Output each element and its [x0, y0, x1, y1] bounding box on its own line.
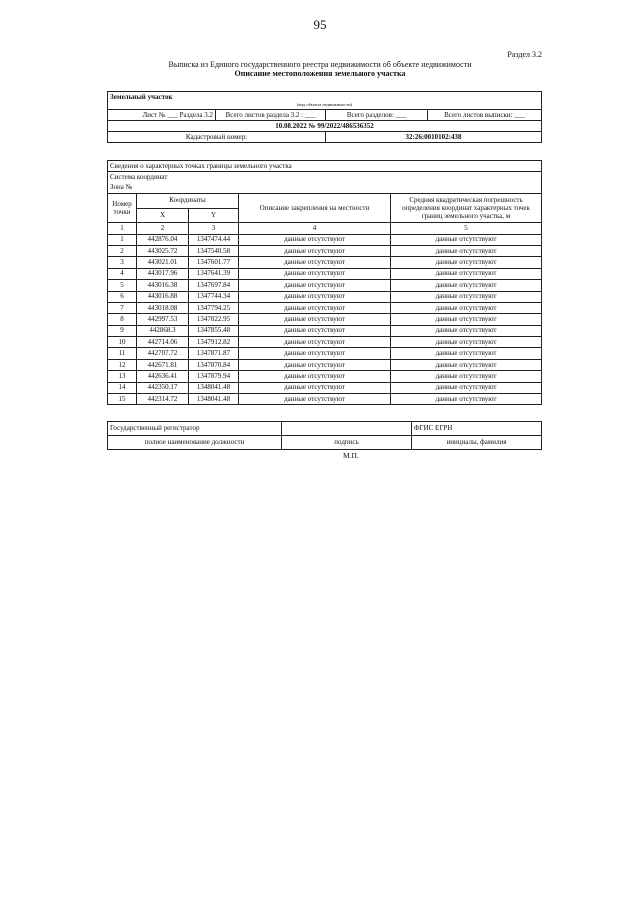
cell-n: 14 — [108, 382, 137, 393]
document-title: Выписка из Единого государственного реестра недвижимости об объекте недвижимости — [168, 60, 472, 69]
cell-x: 443016.38 — [137, 280, 189, 291]
table-row — [108, 348, 542, 359]
total-sheets-section: Всего листов раздела 3.2 : ___ — [216, 110, 326, 121]
cell-e: данные отсутствуют — [391, 257, 542, 268]
cell-n: 13 — [108, 371, 137, 382]
registrar-organization: ФГИС ЕГРН — [412, 422, 542, 436]
cell-e: данные отсутствуют — [391, 302, 542, 313]
cell-n: 4 — [108, 268, 137, 279]
cell-e: данные отсутствуют — [391, 325, 542, 336]
cell-n: 1 — [108, 234, 137, 245]
stamp-place: М.П. — [343, 451, 359, 460]
col-header-num: Номер точки — [108, 194, 137, 223]
cell-x: 442997.53 — [137, 314, 189, 325]
cell-e: данные отсутствуют — [391, 337, 542, 348]
table-row — [108, 257, 542, 268]
table-row — [108, 245, 542, 256]
cell-e: данные отсутствуют — [391, 394, 542, 405]
cell-x: 442868.3 — [137, 325, 189, 336]
table-row — [108, 337, 542, 348]
cell-y: 1347822.95 — [189, 314, 239, 325]
cell-d: данные отсутствуют — [239, 268, 391, 279]
signature-field — [282, 422, 412, 436]
cell-y: 1348041.48 — [189, 382, 239, 393]
cell-n: 9 — [108, 325, 137, 336]
object-type: Земельный участок — [108, 92, 542, 103]
cell-y: 1347794.25 — [189, 302, 239, 313]
cell-d: данные отсутствуют — [239, 245, 391, 256]
cell-x: 443021.01 — [137, 257, 189, 268]
cell-d: данные отсутствуют — [239, 291, 391, 302]
table-row — [108, 302, 542, 313]
cell-x: 442707.72 — [137, 348, 189, 359]
cell-y: 1347912.82 — [189, 337, 239, 348]
document-subtitle: Описание местоположения земельного участка — [234, 69, 406, 78]
cell-n: 8 — [108, 314, 137, 325]
table-row — [108, 371, 542, 382]
cell-d: данные отсутствуют — [239, 371, 391, 382]
cell-y: 1348041.48 — [189, 394, 239, 405]
cell-d: данные отсутствуют — [239, 257, 391, 268]
table-row — [108, 314, 542, 325]
cell-x: 443018.08 — [137, 302, 189, 313]
col-header-error: Средняя квадратическая погрешность определения координат характерных точек границ земельного участка, м — [391, 194, 542, 223]
cell-e: данные отсутствуют — [391, 234, 542, 245]
cell-x: 442350.17 — [137, 382, 189, 393]
points-title: Сведения о характерных точках границы земельного участка — [108, 161, 542, 172]
boundary-points-table — [107, 160, 542, 405]
cell-n: 3 — [108, 257, 137, 268]
table-row — [108, 359, 542, 370]
cell-y: 1347474.44 — [189, 234, 239, 245]
cell-y: 1347870.84 — [189, 359, 239, 370]
table-row — [108, 268, 542, 279]
cell-n: 7 — [108, 302, 137, 313]
table-row — [108, 394, 542, 405]
col-number: 4 — [239, 223, 391, 234]
cell-n: 2 — [108, 245, 137, 256]
cell-n: 5 — [108, 280, 137, 291]
cell-x: 443016.88 — [137, 291, 189, 302]
object-type-caption: (вид объекта недвижимости) — [108, 102, 542, 110]
signature-caption: подпись — [282, 436, 412, 450]
table-row — [108, 325, 542, 336]
cell-y: 1347855.48 — [189, 325, 239, 336]
cell-e: данные отсутствуют — [391, 359, 542, 370]
cell-x: 442314.72 — [137, 394, 189, 405]
initials-caption: инициалы, фамилия — [412, 436, 542, 450]
table-row — [108, 234, 542, 245]
cell-e: данные отсутствуют — [391, 348, 542, 359]
cell-n: 10 — [108, 337, 137, 348]
cell-d: данные отсутствуют — [239, 359, 391, 370]
cell-y: 1347744.34 — [189, 291, 239, 302]
cadastral-label: Кадастровый номер: — [108, 132, 326, 143]
zone: Зона № — [108, 183, 542, 194]
col-header-x: X — [137, 208, 189, 223]
cell-d: данные отсутствуют — [239, 325, 391, 336]
cell-e: данные отсутствуют — [391, 268, 542, 279]
col-header-coords: Координаты — [137, 194, 239, 209]
cell-d: данные отсутствуют — [239, 337, 391, 348]
date-number: 10.08.2022 № 99/2022/486536352 — [108, 121, 542, 132]
coord-system: Система координат — [108, 172, 542, 183]
registrar-position: Государственный регистратор — [108, 422, 282, 436]
cell-n: 6 — [108, 291, 137, 302]
table-row — [108, 280, 542, 291]
col-number: 1 — [108, 223, 137, 234]
cell-d: данные отсутствуют — [239, 348, 391, 359]
cell-x: 442714.06 — [137, 337, 189, 348]
cell-n: 12 — [108, 359, 137, 370]
cell-y: 1347879.94 — [189, 371, 239, 382]
cell-n: 11 — [108, 348, 137, 359]
cell-d: данные отсутствуют — [239, 234, 391, 245]
cell-d: данные отсутствуют — [239, 280, 391, 291]
cell-e: данные отсутствуют — [391, 382, 542, 393]
section-label: Раздел 3.2 — [507, 50, 542, 59]
cell-d: данные отсутствуют — [239, 302, 391, 313]
sheet-number-label: Лист № ___ — [142, 110, 178, 119]
cell-x: 442636.41 — [137, 371, 189, 382]
col-header-y: Y — [189, 208, 239, 223]
cell-x: 442876.04 — [137, 234, 189, 245]
position-caption: полное наименование должности — [108, 436, 282, 450]
cell-y: 1347871.87 — [189, 348, 239, 359]
table-row — [108, 291, 542, 302]
cadastral-number: 32:26:0010102:438 — [326, 132, 542, 143]
cell-d: данные отсутствуют — [239, 382, 391, 393]
cell-x: 443025.72 — [137, 245, 189, 256]
page-number: 95 — [313, 17, 327, 32]
table-row — [108, 382, 542, 393]
total-sections: Всего разделов: ___ — [326, 110, 428, 121]
col-header-desc: Описание закрепления на местности — [239, 194, 391, 223]
cell-y: 1347540.58 — [189, 245, 239, 256]
sheet-number — [108, 110, 216, 121]
cell-e: данные отсутствуют — [391, 280, 542, 291]
signature-table — [107, 421, 542, 450]
total-sheets-extract: Всего листов выписки: ___ — [428, 110, 542, 121]
cell-x: 442671.81 — [137, 359, 189, 370]
cell-e: данные отсутствуют — [391, 291, 542, 302]
col-number: 2 — [137, 223, 189, 234]
cell-e: данные отсутствуют — [391, 245, 542, 256]
section-ref: Раздела 3.2 — [179, 110, 213, 119]
cell-x: 443017.96 — [137, 268, 189, 279]
cell-e: данные отсутствуют — [391, 371, 542, 382]
cell-e: данные отсутствуют — [391, 314, 542, 325]
col-number: 3 — [189, 223, 239, 234]
col-number: 5 — [391, 223, 542, 234]
cell-y: 1347641.39 — [189, 268, 239, 279]
cell-y: 1347601.77 — [189, 257, 239, 268]
header-table — [107, 91, 542, 143]
cell-d: данные отсутствуют — [239, 394, 391, 405]
cell-y: 1347697.84 — [189, 280, 239, 291]
cell-n: 15 — [108, 394, 137, 405]
cell-d: данные отсутствуют — [239, 314, 391, 325]
